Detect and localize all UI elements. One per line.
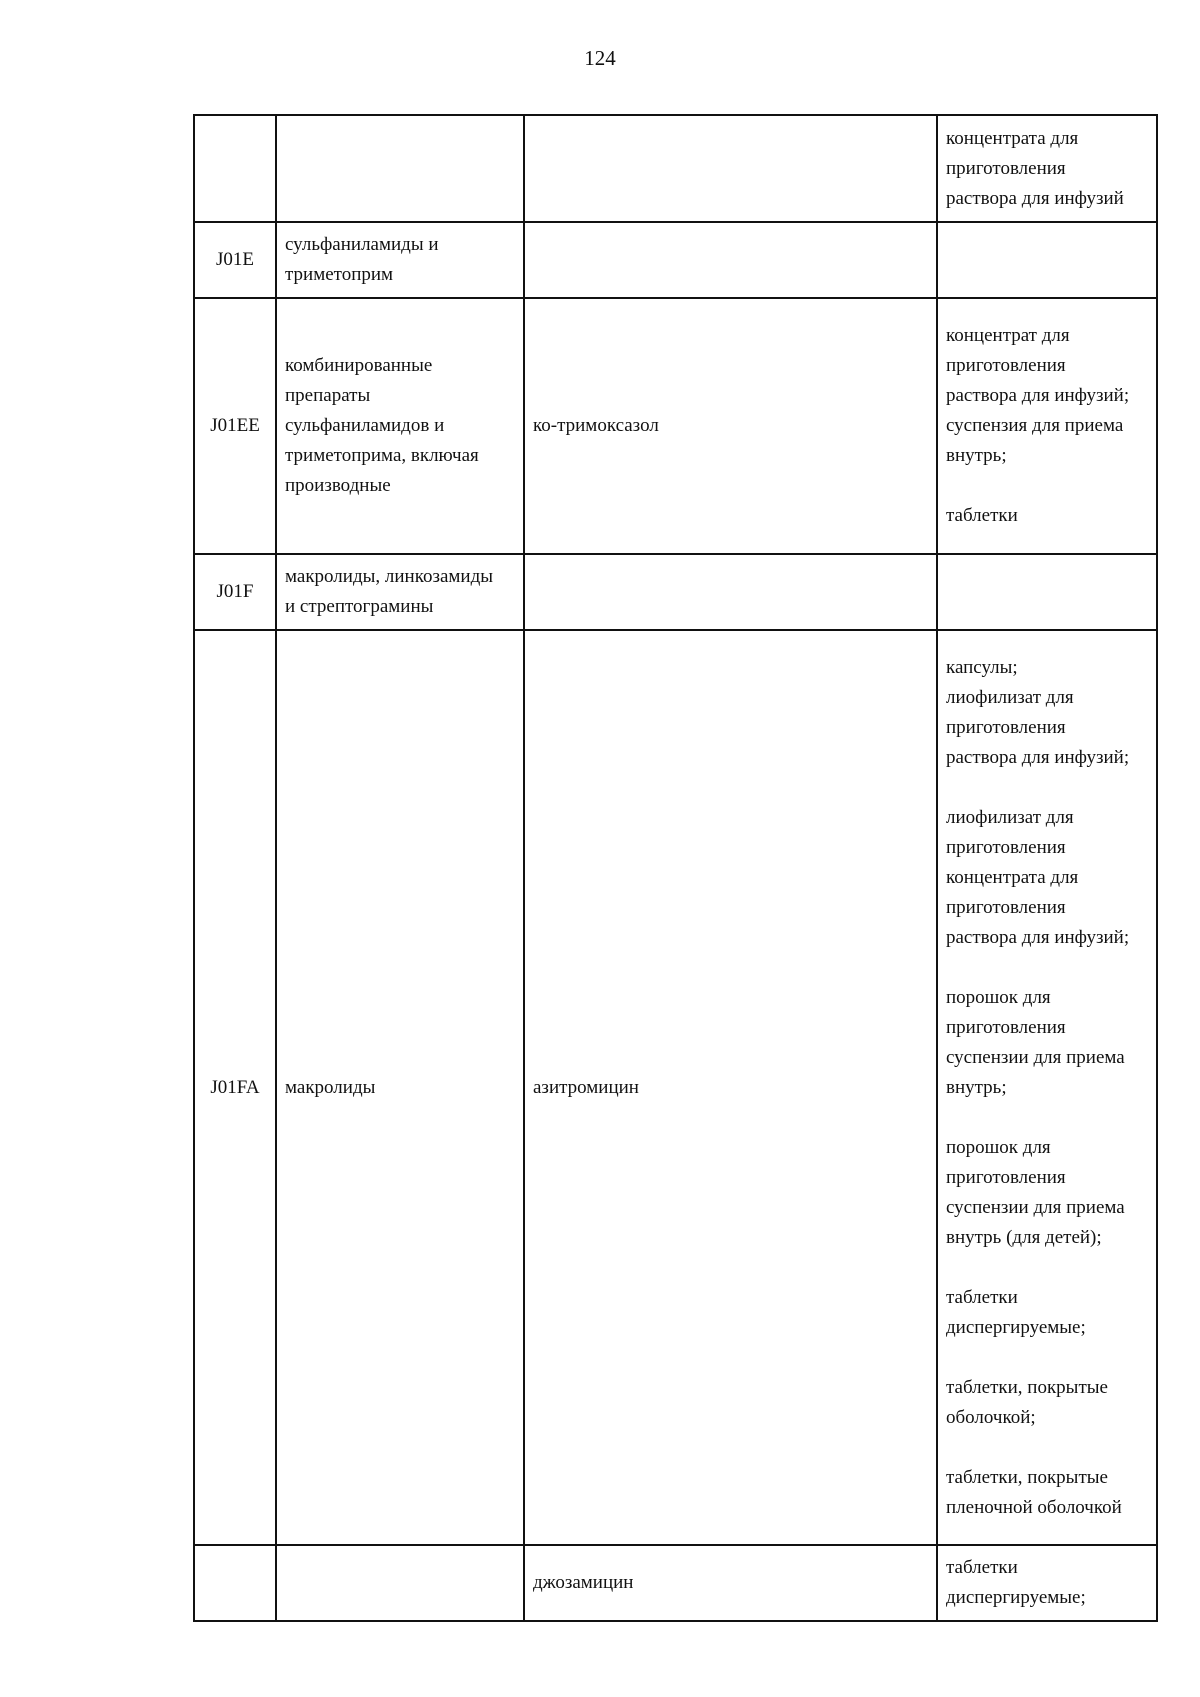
dosage-form-line: приготовления: [946, 157, 1066, 179]
dosage-form-line: порошок для: [946, 1136, 1051, 1158]
dosage-form-line: приготовления: [946, 355, 1066, 376]
drug-cell: [524, 115, 937, 222]
dosage-form-line: приготовления: [946, 1016, 1066, 1038]
form-gap: [946, 471, 1148, 501]
group-line: комбинированные: [285, 355, 433, 376]
page-number: 124: [584, 46, 616, 70]
group-cell: [276, 630, 524, 1545]
dosage-forms-cell: [937, 630, 1157, 1545]
dosage-form-line: оболочкой;: [946, 1406, 1036, 1428]
drug-cell: [524, 222, 937, 298]
group-line: триметоприм: [285, 264, 394, 285]
dosage-form-line: приготовления: [946, 836, 1066, 858]
dosage-form-line: приготовления: [946, 716, 1066, 738]
dosage-forms-cell: [937, 554, 1157, 630]
form-gap: [946, 953, 1148, 983]
group-line: и стрептограмины: [285, 596, 434, 617]
atc-code-cell: [194, 298, 276, 554]
drug-cell: [524, 630, 937, 1545]
dosage-forms-cell: [937, 298, 1157, 554]
drug-cell: [524, 1545, 937, 1621]
dosage-form-line: диспергируемые;: [946, 1587, 1086, 1608]
table-row: [194, 115, 1157, 222]
dosage-forms-cell: [937, 115, 1157, 222]
atc-code-cell: [194, 222, 276, 298]
dosage-form-line: лиофилизат для: [946, 806, 1074, 828]
atc-code: J01EE: [210, 415, 260, 436]
dosage-form-line: суспензии для приема: [946, 1046, 1125, 1068]
dosage-form-line: диспергируемые;: [946, 1316, 1086, 1338]
group-cell: [276, 298, 524, 554]
form-gap: [946, 1433, 1148, 1463]
form-gap: [946, 1253, 1148, 1283]
dosage-form-line: лиофилизат для: [946, 686, 1074, 708]
dosage-form-line: раствора для инфузий;: [946, 746, 1130, 768]
dosage-form-line: концентрата для: [946, 866, 1079, 888]
atc-code: J01FA: [210, 1076, 260, 1098]
dosage-form-line: суспензия для приема: [946, 415, 1124, 436]
group-line: макролиды, линкозамиды: [285, 566, 494, 587]
dosage-forms-cell: [937, 222, 1157, 298]
table-row: [194, 298, 1157, 554]
dosage-form-line: капсулы;: [946, 656, 1018, 678]
dosage-form-line: раствора для инфузий;: [946, 926, 1130, 948]
atc-code-cell: [194, 115, 276, 222]
dosage-form-line: пленочной оболочкой: [946, 1496, 1122, 1518]
dosage-form-line: концентрат для: [946, 325, 1070, 346]
drug-cell: [524, 298, 937, 554]
group-cell: [276, 222, 524, 298]
dosage-form-line: таблетки, покрытые: [946, 1466, 1108, 1488]
dosage-form-line: концентрата для: [946, 127, 1079, 149]
group-line: сульфаниламиды и: [285, 234, 439, 255]
table-row: [194, 554, 1157, 630]
group-cell: [276, 115, 524, 222]
drug-name: джозамицин: [533, 1572, 634, 1593]
dosage-form-line: приготовления: [946, 896, 1066, 918]
dosage-form-line: приготовления: [946, 1166, 1066, 1188]
group-line: производные: [285, 475, 391, 496]
dosage-form-line: внутрь;: [946, 1076, 1007, 1098]
group-cell: [276, 554, 524, 630]
group-cell: [276, 1545, 524, 1621]
group-line: сульфаниламидов и: [285, 415, 445, 436]
atc-code: J01F: [216, 581, 254, 602]
dosage-forms-cell: [937, 1545, 1157, 1621]
dosage-form-line: порошок для: [946, 986, 1051, 1008]
dosage-form-line: таблетки: [946, 1557, 1018, 1578]
drug-name: ко-тримоксазол: [533, 415, 659, 436]
dosage-form-line: внутрь (для детей);: [946, 1226, 1102, 1248]
form-gap: [946, 1343, 1148, 1373]
table-row: [194, 1545, 1157, 1621]
dosage-form-line: раствора для инфузий;: [946, 385, 1130, 406]
atc-code-cell: [194, 630, 276, 1545]
form-gap: [946, 1103, 1148, 1133]
dosage-form-line: внутрь;: [946, 445, 1007, 466]
atc-code-cell: [194, 1545, 276, 1621]
dosage-form-line: таблетки: [946, 1286, 1018, 1308]
table-row: [194, 222, 1157, 298]
dosage-form-line: суспензии для приема: [946, 1196, 1125, 1218]
group-line: препараты: [285, 385, 371, 406]
drug-cell: [524, 554, 937, 630]
drug-table: [193, 114, 1158, 1622]
group-line: макролиды: [285, 1076, 376, 1098]
dosage-form-line: таблетки, покрытые: [946, 1376, 1108, 1398]
group-line: триметоприма, включая: [285, 445, 479, 466]
drug-name: азитромицин: [533, 1076, 639, 1098]
form-gap: [946, 773, 1148, 803]
table-body: [194, 115, 1157, 1621]
atc-code: J01E: [216, 249, 254, 270]
dosage-form-line: раствора для инфузий: [946, 187, 1124, 209]
table-row: [194, 630, 1157, 1545]
dosage-form-line: таблетки: [946, 505, 1018, 526]
atc-code-cell: [194, 554, 276, 630]
